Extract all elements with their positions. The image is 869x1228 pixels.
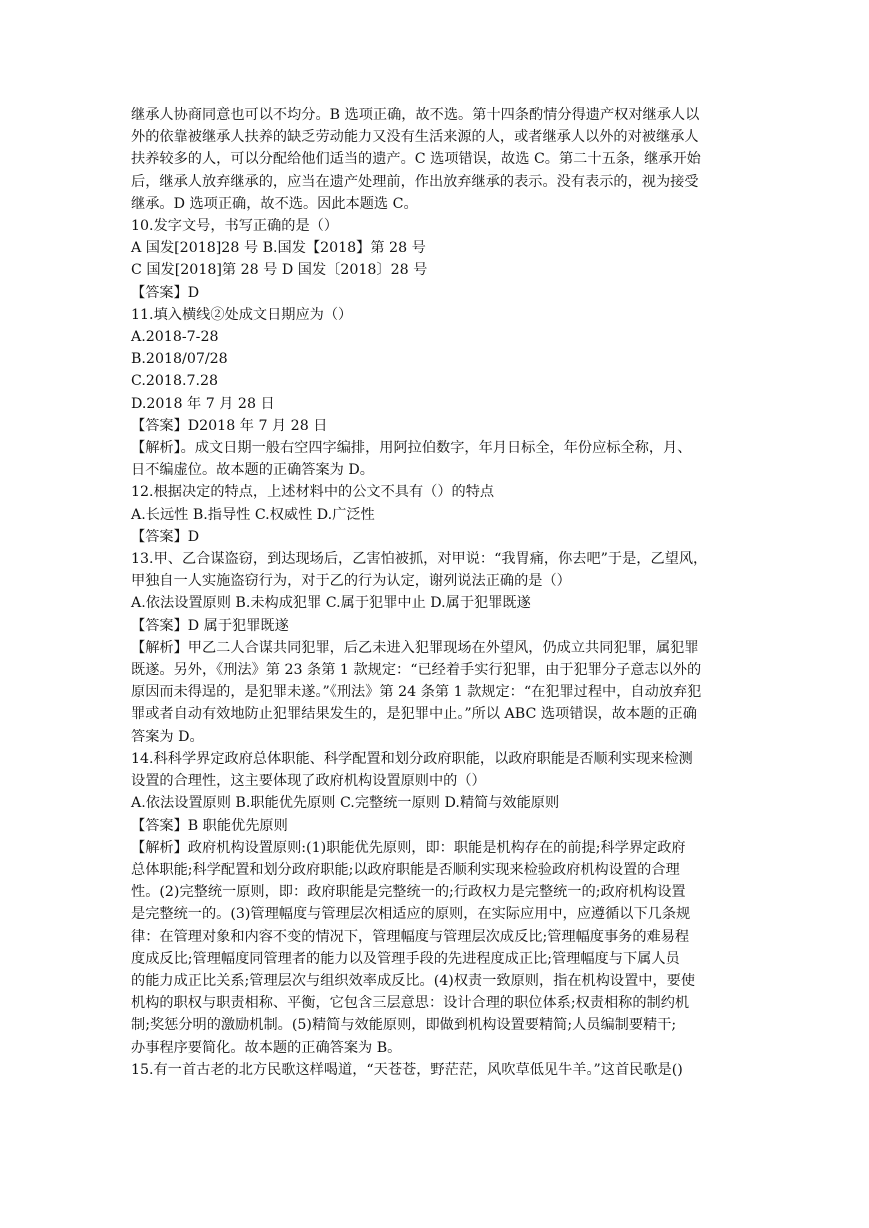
text-line: C.2018.7.28 (131, 373, 219, 390)
text-line: 的能力成正比关系;管理层次与组织效率成反比。(4)权责一致原则，指在机构设置中，要使 (131, 972, 696, 989)
text-line: 答案为 D。 (131, 728, 204, 745)
text-line: 扶养较多的人，可以分配给他们适当的遗产。C 选项错误，故选 C。第二十五条，继承开始 (131, 151, 701, 168)
text-line: 日不编虚位。故本题的正确答案为 D。 (131, 462, 374, 479)
text-line: 律：在管理对象和内容不变的情况下，管理幅度与管理层次成反比;管理幅度事务的难易程 (131, 928, 690, 945)
text-line: 后，继承人放弃继承的，应当在遗产处理前，作出放弃继承的表示。没有表示的，视为接受 (131, 173, 699, 190)
text-line: 【解析】甲乙二人合谋共同犯罪，后乙未进入犯罪现场在外望风，仍成立共同犯罪，属犯罪 (131, 639, 699, 656)
text-line: 机构的职权与职责相称、平衡，它包含三层意思：设计合理的职位体系;权责相称的制约机 (131, 995, 690, 1012)
text-line: 继承人协商同意也可以不均分。B 选项正确，故不选。第十四条酌情分得遗产权对继承人以 (131, 107, 700, 123)
text-line: A 国发[2018]28 号 B.国发【2018】第 28 号 (131, 240, 426, 257)
text-line: A.长远性 B.指导性 C.权威性 D.广泛性 (131, 506, 375, 523)
document-page (131, 104, 741, 1081)
text-line: 【答案】D2018 年 7 月 28 日 (131, 417, 328, 434)
text-line: 【答案】D (131, 284, 200, 301)
text-line: D.2018 年 7 月 28 日 (131, 395, 275, 412)
text-line: 【答案】D 属于犯罪既遂 (131, 617, 289, 634)
text-line: 14.科科学界定政府总体职能、科学配置和划分政府职能，以政府职能是否顺利实现来检测 (131, 750, 693, 767)
text-line: 办事程序要简化。故本题的正确答案为 B。 (131, 1039, 402, 1056)
text-line: 【解析】政府机构设置原则:(1)职能优先原则，即：职能是机构存在的前提;科学界定政府 (131, 839, 686, 856)
text-line: 13.甲、乙合谋盗窃，到达现场后，乙害怕被抓，对甲说：“我胃痛，你去吧”于是，乙望风， (131, 551, 708, 568)
text-line: 设置的合理性，这主要体现了政府机构设置原则中的（） (131, 773, 486, 790)
text-line: 是完整统一的。(3)管理幅度与管理层次相适应的原则，在实际应用中，应遵循以下几条规 (131, 906, 691, 923)
text-line: 制;奖惩分明的激励机制。(5)精简与效能原则，即做到机构设置要精简;人员编制要精干; (131, 1017, 677, 1034)
text-line: 10.发字文号，书写正确的是（） (131, 218, 339, 235)
text-line: C 国发[2018]第 28 号 D 国发〔2018〕28 号 (131, 262, 428, 279)
text-line: 甲独自一人实施盗窃行为，对于乙的行为认定，谢列说法正确的是（） (131, 573, 571, 590)
text-line: B.2018/07/28 (131, 351, 228, 368)
text-line: A.2018-7-28 (131, 329, 219, 346)
text-line: 性。(2)完整统一原则，即：政府职能是完整统一的;行政权力是完整统一的;政府机构设置 (131, 884, 686, 901)
text-line: 11.填入横线②处成文日期应为（） (131, 306, 353, 323)
text-line: 总体职能;科学配置和划分政府职能;以政府职能是否顺利实现来检验政府机构设置的合理 (131, 861, 680, 878)
text-line: 【解析】。成文日期一般右空四字编排，用阿拉伯数字，年月日标全，年份应标全称，月、 (131, 440, 692, 457)
text-line: A.依法设置原则 B.职能优先原则 C.完整统一原则 D.精简与效能原则 (131, 795, 560, 812)
text-line: 外的依靠被继承人扶养的缺乏劳动能力又没有生活来源的人，或者继承人以外的对被继承人 (131, 129, 699, 146)
text-line: 罪或者自动有效地防止犯罪结果发生的，是犯罪中止。”所以 ABC 选项错误，故本题的正确 (131, 706, 697, 723)
text-line: 既遂。另外，《刑法》第 23 条第 1 款规定：“已经着手实行犯罪，由于犯罪分子意志以外的 (131, 662, 702, 679)
text-line: 【答案】D (131, 528, 200, 545)
text-line: 12.根据决定的特点，上述材料中的公文不具有（）的特点 (131, 484, 495, 501)
text-line: 度成反比;管理幅度同管理者的能力以及管理手段的先进程度成正比;管理幅度与下属人员 (131, 950, 680, 967)
text-line: 原因而未得逞的，是犯罪未遂。”《刑法》第 24 条第 1 款规定：“在犯罪过程中，自动放弃犯 (131, 684, 702, 701)
text-line: 继承。D 选项正确，故不选。因此本题选 C。 (131, 195, 418, 212)
text-line: 15.有一首古老的北方民歌这样喝道，“天苍苍，野茫茫，风吹草低见牛羊。”这首民歌是() (131, 1061, 683, 1078)
text-line: A.依法设置原则 B.未构成犯罪 C.属于犯罪中止 D.属于犯罪既遂 (131, 595, 531, 612)
text-line: 【答案】B 职能优先原则 (131, 817, 288, 834)
